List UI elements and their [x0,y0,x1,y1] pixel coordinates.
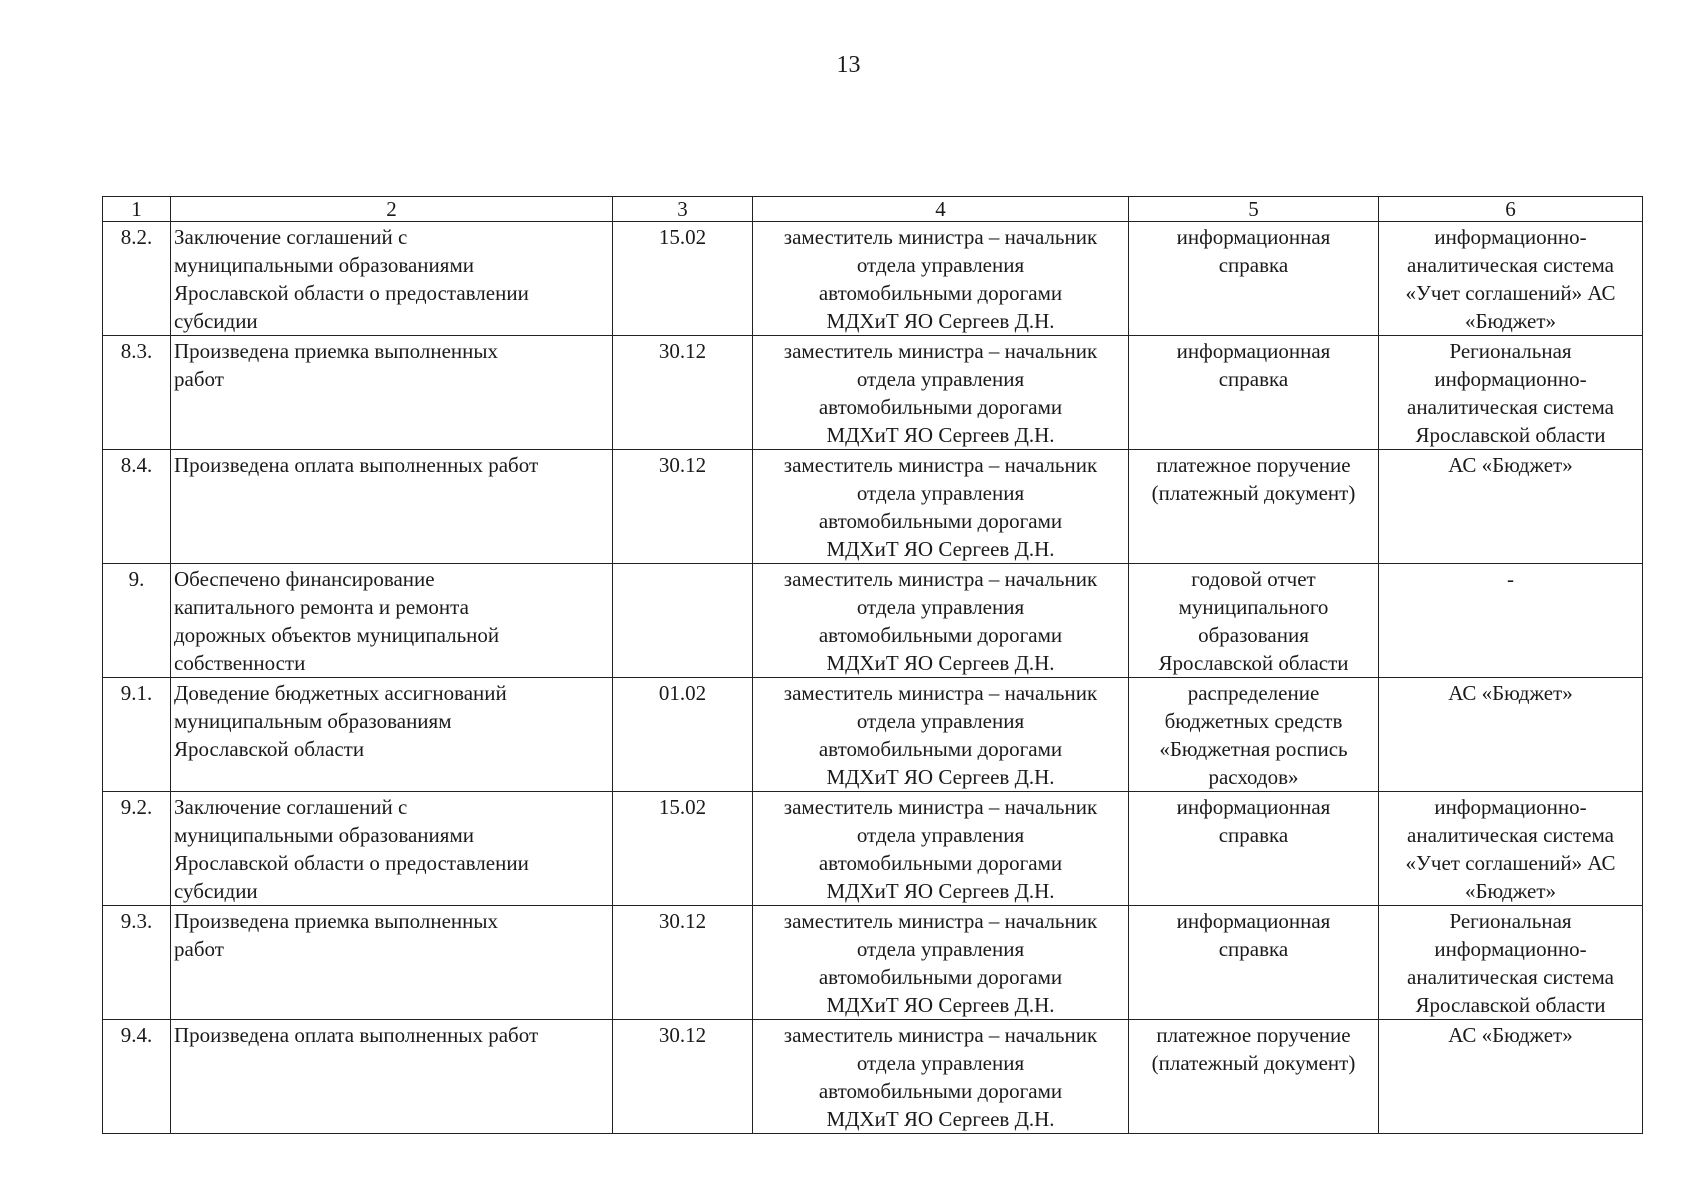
header-col-4: 4 [753,197,1129,222]
table-row [103,906,1643,1020]
deadline-date [613,564,753,678]
information-system: АС «Бюджет» [1379,678,1643,792]
responsible-person: заместитель министра – начальник отдела управления автомобильными дорогами МДХиТ ЯО Сергеев Д.Н. [753,792,1129,906]
responsible-person: заместитель министра – начальник отдела управления автомобильными дорогами МДХиТ ЯО Сергеев Д.Н. [753,1020,1129,1134]
responsible-person: заместитель министра – начальник отдела управления автомобильными дорогами МДХиТ ЯО Сергеев Д.Н. [753,564,1129,678]
activity-name: Обеспечено финансирование капитального ремонта и ремонта дорожных объектов муниципальной собственности [171,564,613,678]
header-col-1: 1 [103,197,171,222]
deadline-date: 01.02 [613,678,753,792]
confirming-document: информационная справка [1129,792,1379,906]
table-row [103,792,1643,906]
responsible-person: заместитель министра – начальник отдела управления автомобильными дорогами МДХиТ ЯО Сергеев Д.Н. [753,450,1129,564]
table-header-row [103,197,1643,222]
confirming-document: платежное поручение (платежный документ) [1129,1020,1379,1134]
activity-name: Заключение соглашений с муниципальными образованиями Ярославской области о предоставлении субсидии [171,792,613,906]
row-number: 9. [103,564,171,678]
row-number: 9.4. [103,1020,171,1134]
deadline-date: 30.12 [613,336,753,450]
responsible-person: заместитель министра – начальник отдела управления автомобильными дорогами МДХиТ ЯО Сергеев Д.Н. [753,336,1129,450]
header-col-2: 2 [171,197,613,222]
activity-name: Произведена приемка выполненных работ [171,906,613,1020]
table-row [103,678,1643,792]
table-row [103,1020,1643,1134]
activity-name: Произведена приемка выполненных работ [171,336,613,450]
information-system: АС «Бюджет» [1379,450,1643,564]
page-number: 13 [836,52,861,78]
table-row [103,564,1643,678]
deadline-date: 15.02 [613,792,753,906]
row-number: 8.4. [103,450,171,564]
header-col-3: 3 [613,197,753,222]
information-system: Региональная информационно- аналитическая система Ярославской области [1379,336,1643,450]
row-number: 8.2. [103,222,171,336]
activity-name: Произведена оплата выполненных работ [171,1020,613,1134]
confirming-document: информационная справка [1129,222,1379,336]
table-row [103,336,1643,450]
activity-name: Доведение бюджетных ассигнований муниципальным образованиям Ярославской области [171,678,613,792]
table-row [103,222,1643,336]
deadline-date: 30.12 [613,906,753,1020]
confirming-document: распределение бюджетных средств «Бюджетная роспись расходов» [1129,678,1379,792]
deadline-date: 30.12 [613,1020,753,1134]
information-system: - [1379,564,1643,678]
deadline-date: 15.02 [613,222,753,336]
table-row [103,450,1643,564]
responsible-person: заместитель министра – начальник отдела управления автомобильными дорогами МДХиТ ЯО Сергеев Д.Н. [753,222,1129,336]
deadline-date: 30.12 [613,450,753,564]
information-system: информационно- аналитическая система «Учет соглашений» АС «Бюджет» [1379,792,1643,906]
row-number: 9.1. [103,678,171,792]
confirming-document: годовой отчет муниципального образования Ярославской области [1129,564,1379,678]
information-system: информационно- аналитическая система «Учет соглашений» АС «Бюджет» [1379,222,1643,336]
header-col-6: 6 [1379,197,1643,222]
responsible-person: заместитель министра – начальник отдела управления автомобильными дорогами МДХиТ ЯО Сергеев Д.Н. [753,678,1129,792]
activity-name: Заключение соглашений с муниципальными образованиями Ярославской области о предоставлении субсидии [171,222,613,336]
confirming-document: платежное поручение (платежный документ) [1129,450,1379,564]
row-number: 9.2. [103,792,171,906]
information-system: Региональная информационно- аналитическая система Ярославской области [1379,906,1643,1020]
responsible-person: заместитель министра – начальник отдела управления автомобильными дорогами МДХиТ ЯО Сергеев Д.Н. [753,906,1129,1020]
row-number: 8.3. [103,336,171,450]
row-number: 9.3. [103,906,171,1020]
header-col-5: 5 [1129,197,1379,222]
confirming-document: информационная справка [1129,906,1379,1020]
activity-table [102,196,1643,1134]
activity-name: Произведена оплата выполненных работ [171,450,613,564]
information-system: АС «Бюджет» [1379,1020,1643,1134]
confirming-document: информационная справка [1129,336,1379,450]
